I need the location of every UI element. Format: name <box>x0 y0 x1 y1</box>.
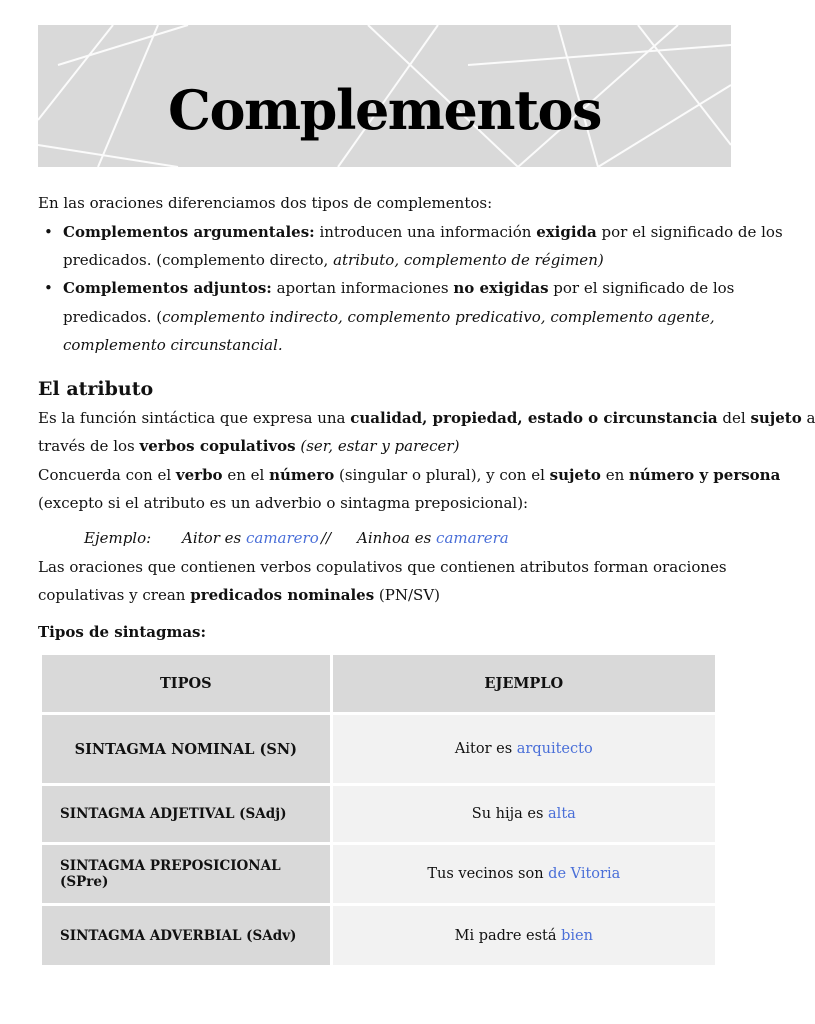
bullet-adjuntos-line2: predicados. (complemento indirecto, complemento predicativo, complemento agente, <box>63 308 715 326</box>
sintagmas-table <box>39 652 718 972</box>
table-row <box>42 715 715 783</box>
table-label: Tipos de sintagmas: <box>38 623 207 641</box>
type-cell: SINTAGMA ADVERBIAL (SAdv) <box>42 906 330 965</box>
table-header-row <box>42 655 715 712</box>
bullet-dot: • <box>44 279 53 297</box>
example-cell: Su hija es alta <box>333 786 715 842</box>
bullet-adjuntos-line1: Complementos adjuntos: aportan informaciones no exigidas por el significado de los <box>63 279 735 297</box>
example-cell: Aitor es arquitecto <box>333 715 715 783</box>
bullet-argumentales-line2: predicados. (complemento directo, atributo, complemento de régimen) <box>63 251 604 269</box>
atributo-p3: Concuerda con el verbo en el número (singular o plural), y con el sujeto en número y persona <box>38 466 781 484</box>
intro-lead: En las oraciones diferenciamos dos tipos de complementos: <box>38 194 493 212</box>
bullet-adjuntos-line3: complemento circunstancial. <box>63 336 283 354</box>
example-cell: Tus vecinos son de Vitoria <box>333 845 715 903</box>
table-row <box>42 845 715 903</box>
example-cell: Mi padre está bien <box>333 906 715 965</box>
header-ejemplo: EJEMPLO <box>333 655 715 712</box>
example-1: Aitor es camarero <box>182 529 319 547</box>
atributo-p4: (excepto si el atributo es un adverbio o sintagma preposicional): <box>38 494 529 512</box>
type-cell: SINTAGMA PREPOSICIONAL (SPre) <box>42 845 330 903</box>
bullet-dot: • <box>44 223 53 241</box>
type-cell: SINTAGMA NOMINAL (SN) <box>42 715 330 783</box>
type-cell: SINTAGMA ADJETIVAL (SAdj) <box>42 786 330 842</box>
bullet-argumentales-line1: Complementos argumentales: introducen una información exigida por el significado de los <box>63 223 783 241</box>
example-separator: // <box>321 529 332 547</box>
page-title: Complementos <box>168 78 601 142</box>
atributo-p1: Es la función sintáctica que expresa una cualidad, propiedad, estado o circunstancia del sujeto a <box>38 409 815 427</box>
section-heading-atributo: El atributo <box>38 378 154 400</box>
example-2: Ainhoa es camarera <box>357 529 509 547</box>
example-label: Ejemplo: <box>84 529 152 547</box>
title-banner <box>38 25 731 167</box>
table-row <box>42 906 715 965</box>
atributo-p5: Las oraciones que contienen verbos copulativos que contienen atributos forman oraciones <box>38 558 727 576</box>
atributo-p2: través de los verbos copulativos (ser, estar y parecer) <box>38 437 460 455</box>
table-row <box>42 786 715 842</box>
header-tipos: TIPOS <box>42 655 330 712</box>
atributo-p6: copulativas y crean predicados nominales (PN/SV) <box>38 586 441 604</box>
